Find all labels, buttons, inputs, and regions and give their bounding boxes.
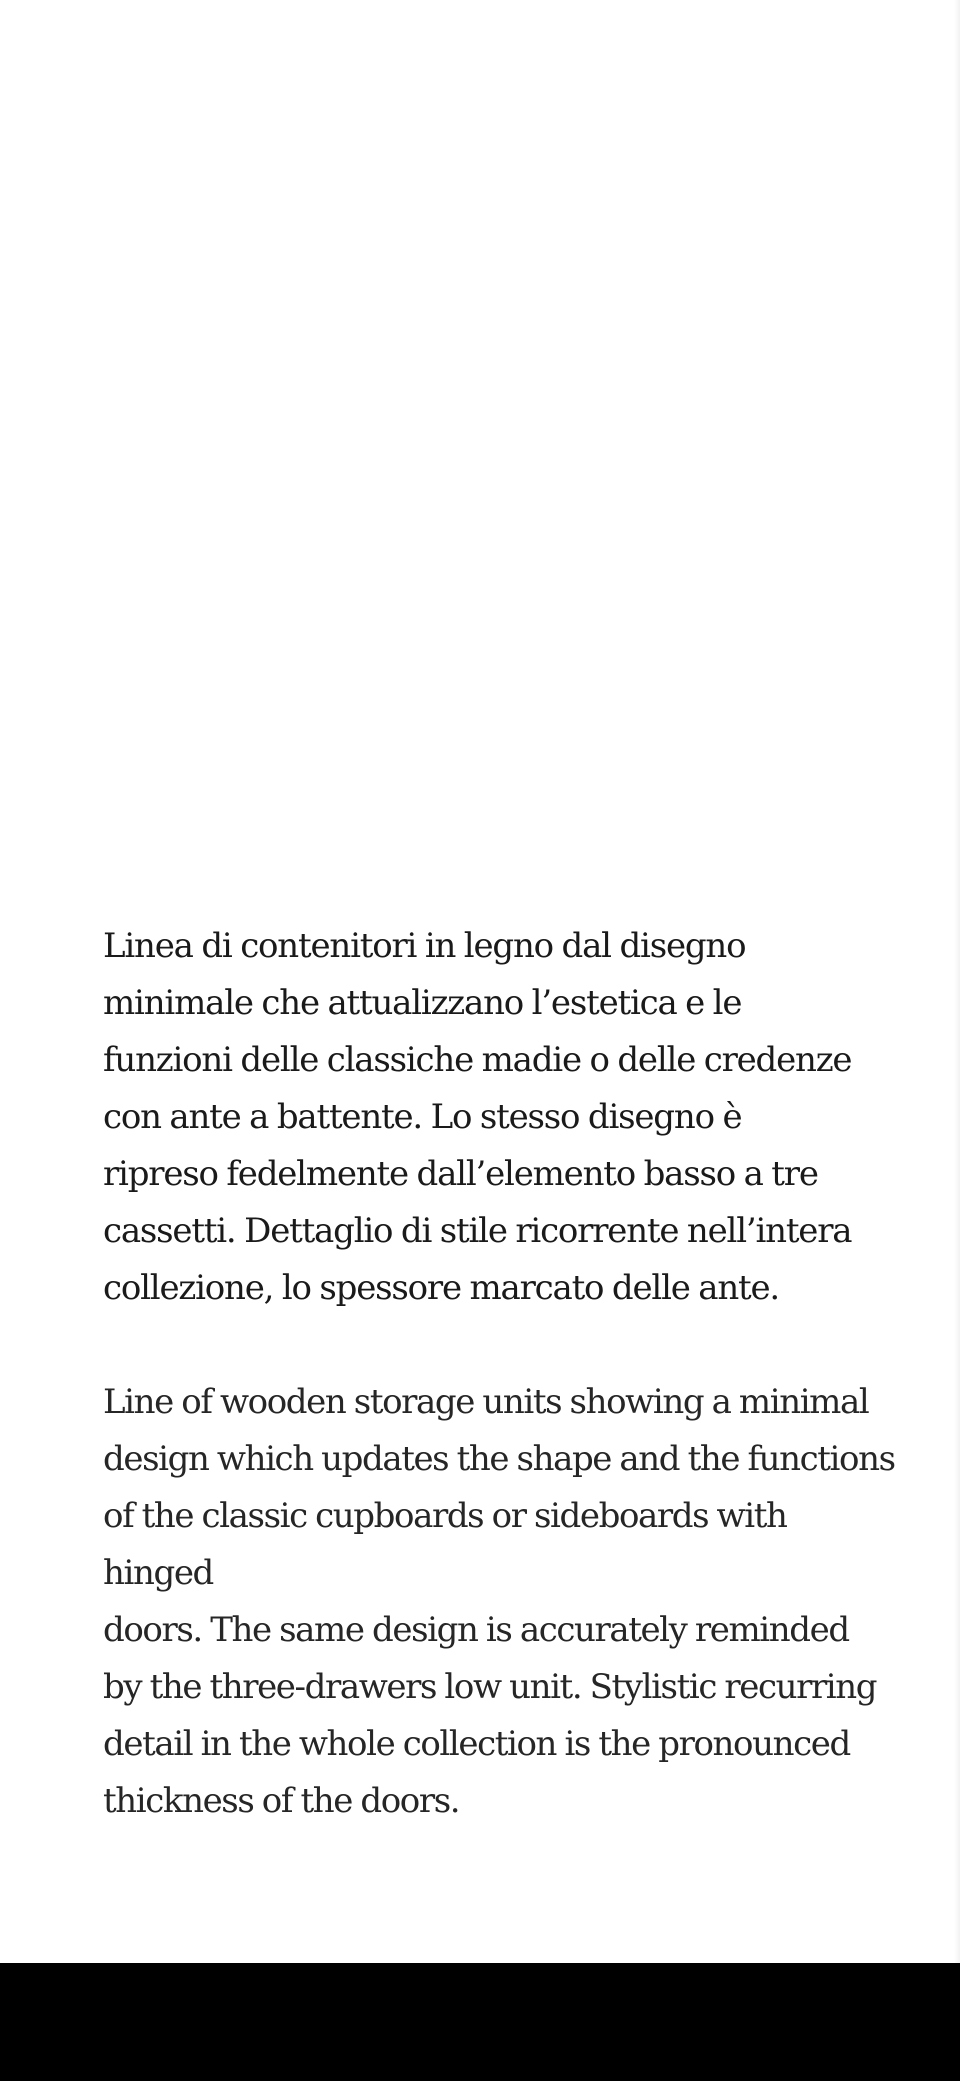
description-italian: Linea di contenitori in legno dal disegno minimale che attualizzano l’estetica e le funzioni delle classiche madie o delle credenze con ante a battente. Lo stesso disegno è ripreso fedelmente dall’elemento basso a tre cassetti. Dettaglio di stile ricorrente nell’intera collezione, lo spessore marcato delle ante. [103, 926, 852, 1308]
bottom-bar [0, 1963, 960, 2081]
product-description [103, 918, 903, 1830]
scroll-edge [954, 0, 960, 1963]
description-english: Line of wooden storage units showing a minimal design which updates the shape and the functions of the classic cupboards or sideboards with hinged doors. The same design is accurately reminded by the three-drawers low unit. Stylistic recurring detail in the whole collection is the pronounced thickness of the doors. [103, 1382, 895, 1821]
